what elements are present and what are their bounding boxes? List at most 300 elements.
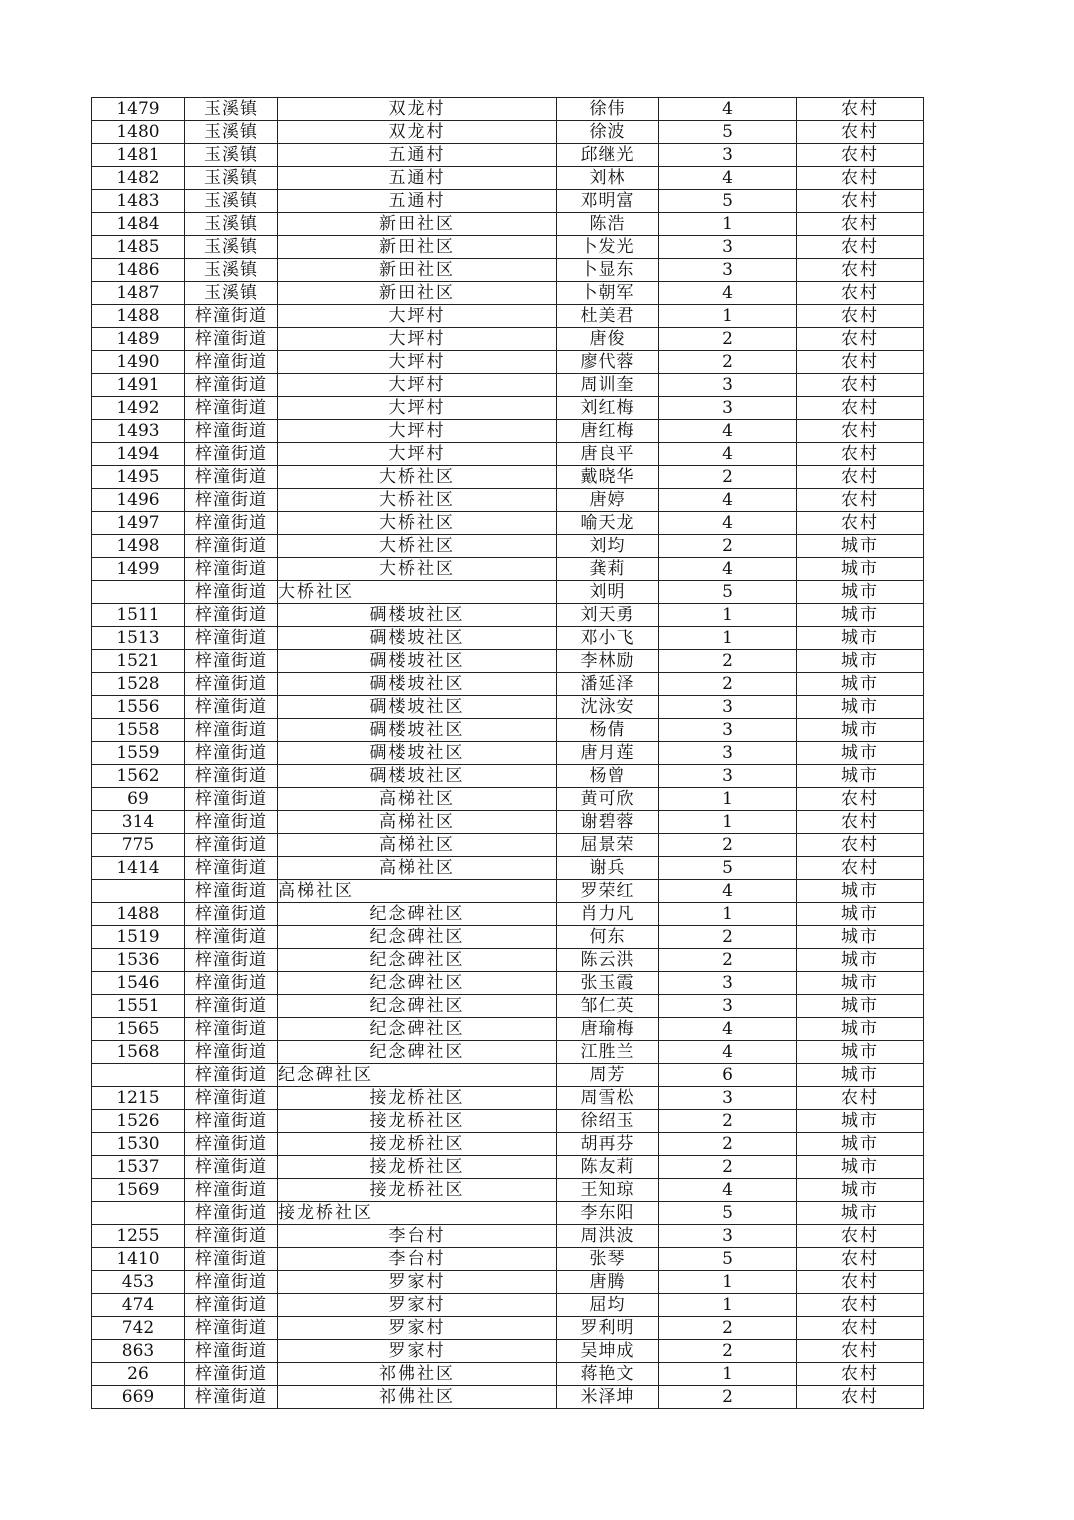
community-cell: 碉楼坡社区 [278, 696, 557, 719]
area-type-cell: 城市 [797, 1064, 924, 1087]
community-cell: 接龙桥社区 [278, 1179, 557, 1202]
town-cell: 梓潼街道 [185, 811, 278, 834]
town-cell: 梓潼街道 [185, 673, 278, 696]
area-type-cell: 农村 [797, 236, 924, 259]
community-cell: 李台村 [278, 1225, 557, 1248]
person-name-cell: 周洪波 [557, 1225, 659, 1248]
row-number-cell: 863 [92, 1340, 185, 1363]
row-number-cell: 314 [92, 811, 185, 834]
town-cell: 梓潼街道 [185, 1156, 278, 1179]
person-name-cell: 杜美君 [557, 305, 659, 328]
row-number-cell: 1526 [92, 1110, 185, 1133]
row-number-cell: 1559 [92, 742, 185, 765]
household-count-cell: 5 [659, 1202, 797, 1225]
row-number-cell: 1414 [92, 857, 185, 880]
town-cell: 玉溪镇 [185, 213, 278, 236]
area-type-cell: 农村 [797, 857, 924, 880]
community-cell: 大坪村 [278, 351, 557, 374]
community-cell: 双龙村 [278, 121, 557, 144]
household-count-cell: 4 [659, 880, 797, 903]
row-number-cell: 669 [92, 1386, 185, 1409]
community-cell: 高梯社区 [278, 788, 557, 811]
area-type-cell: 城市 [797, 719, 924, 742]
table-row [92, 1271, 924, 1294]
area-type-cell: 农村 [797, 1386, 924, 1409]
household-count-cell: 2 [659, 1340, 797, 1363]
table-row [92, 949, 924, 972]
area-type-cell: 城市 [797, 1110, 924, 1133]
row-number-cell: 1536 [92, 949, 185, 972]
household-count-cell: 2 [659, 926, 797, 949]
community-cell: 大桥社区 [278, 512, 557, 535]
town-cell: 梓潼街道 [185, 719, 278, 742]
person-name-cell: 蒋艳文 [557, 1363, 659, 1386]
person-name-cell: 刘天勇 [557, 604, 659, 627]
town-cell: 梓潼街道 [185, 1064, 278, 1087]
person-name-cell: 谢兵 [557, 857, 659, 880]
community-cell: 大坪村 [278, 420, 557, 443]
person-name-cell: 刘林 [557, 167, 659, 190]
table-body [92, 98, 924, 1409]
town-cell: 梓潼街道 [185, 995, 278, 1018]
area-type-cell: 农村 [797, 98, 924, 121]
community-cell: 纪念碑社区 [278, 1018, 557, 1041]
area-type-cell: 城市 [797, 903, 924, 926]
table-row [92, 811, 924, 834]
row-number-cell: 1568 [92, 1041, 185, 1064]
household-count-cell: 1 [659, 903, 797, 926]
table-row [92, 1179, 924, 1202]
row-number-cell: 1481 [92, 144, 185, 167]
person-name-cell: 周训奎 [557, 374, 659, 397]
table-row [92, 558, 924, 581]
town-cell: 玉溪镇 [185, 167, 278, 190]
household-count-cell: 1 [659, 1363, 797, 1386]
community-cell: 高梯社区 [278, 834, 557, 857]
row-number-cell: 1215 [92, 1087, 185, 1110]
person-name-cell: 杨倩 [557, 719, 659, 742]
town-cell: 梓潼街道 [185, 420, 278, 443]
area-type-cell: 城市 [797, 535, 924, 558]
household-count-cell: 4 [659, 558, 797, 581]
household-count-cell: 4 [659, 282, 797, 305]
person-name-cell: 李东阳 [557, 1202, 659, 1225]
table-row [92, 696, 924, 719]
row-number-cell: 1483 [92, 190, 185, 213]
table-row [92, 1041, 924, 1064]
household-count-cell: 2 [659, 351, 797, 374]
household-count-cell: 5 [659, 190, 797, 213]
area-type-cell: 农村 [797, 190, 924, 213]
table-row [92, 535, 924, 558]
community-cell: 接龙桥社区 [278, 1110, 557, 1133]
person-name-cell: 刘均 [557, 535, 659, 558]
area-type-cell: 农村 [797, 1087, 924, 1110]
table-row [92, 673, 924, 696]
area-type-cell: 农村 [797, 351, 924, 374]
row-number-cell: 1498 [92, 535, 185, 558]
area-type-cell: 城市 [797, 926, 924, 949]
person-name-cell: 邓小飞 [557, 627, 659, 650]
town-cell: 玉溪镇 [185, 144, 278, 167]
area-type-cell: 农村 [797, 1340, 924, 1363]
household-count-cell: 5 [659, 121, 797, 144]
town-cell: 梓潼街道 [185, 949, 278, 972]
table-row [92, 351, 924, 374]
area-type-cell: 农村 [797, 1317, 924, 1340]
area-type-cell: 城市 [797, 880, 924, 903]
person-name-cell: 罗利明 [557, 1317, 659, 1340]
area-type-cell: 农村 [797, 121, 924, 144]
person-name-cell: 唐俊 [557, 328, 659, 351]
row-number-cell: 1488 [92, 903, 185, 926]
household-count-cell: 2 [659, 834, 797, 857]
town-cell: 梓潼街道 [185, 1225, 278, 1248]
person-name-cell: 卜朝军 [557, 282, 659, 305]
area-type-cell: 农村 [797, 328, 924, 351]
area-type-cell: 农村 [797, 1248, 924, 1271]
row-number-cell: 1546 [92, 972, 185, 995]
row-number-cell: 1255 [92, 1225, 185, 1248]
area-type-cell: 农村 [797, 213, 924, 236]
household-count-cell: 1 [659, 1271, 797, 1294]
town-cell: 梓潼街道 [185, 1340, 278, 1363]
row-number-cell: 453 [92, 1271, 185, 1294]
table-row [92, 121, 924, 144]
household-count-cell: 2 [659, 1156, 797, 1179]
person-name-cell: 陈云洪 [557, 949, 659, 972]
area-type-cell: 城市 [797, 765, 924, 788]
community-cell: 接龙桥社区 [278, 1133, 557, 1156]
row-number-cell: 474 [92, 1294, 185, 1317]
town-cell: 梓潼街道 [185, 1317, 278, 1340]
person-name-cell: 黄可欣 [557, 788, 659, 811]
person-name-cell: 江胜兰 [557, 1041, 659, 1064]
person-name-cell: 何东 [557, 926, 659, 949]
household-count-cell: 5 [659, 857, 797, 880]
area-type-cell: 城市 [797, 558, 924, 581]
row-number-cell: 1511 [92, 604, 185, 627]
table-row [92, 1087, 924, 1110]
table-row [92, 1018, 924, 1041]
community-cell: 大桥社区 [278, 535, 557, 558]
person-name-cell: 肖力凡 [557, 903, 659, 926]
community-cell: 新田社区 [278, 282, 557, 305]
person-name-cell: 刘红梅 [557, 397, 659, 420]
community-cell: 新田社区 [278, 236, 557, 259]
area-type-cell: 城市 [797, 742, 924, 765]
town-cell: 梓潼街道 [185, 1271, 278, 1294]
household-count-cell: 2 [659, 1317, 797, 1340]
table-row [92, 788, 924, 811]
person-name-cell: 喻天龙 [557, 512, 659, 535]
town-cell: 玉溪镇 [185, 98, 278, 121]
area-type-cell: 城市 [797, 627, 924, 650]
town-cell: 梓潼街道 [185, 1202, 278, 1225]
table-row [92, 190, 924, 213]
town-cell: 梓潼街道 [185, 1041, 278, 1064]
town-cell: 梓潼街道 [185, 1133, 278, 1156]
row-number-cell: 1484 [92, 213, 185, 236]
community-cell: 碉楼坡社区 [278, 765, 557, 788]
row-number-cell: 1410 [92, 1248, 185, 1271]
household-count-cell: 2 [659, 328, 797, 351]
area-type-cell: 城市 [797, 581, 924, 604]
household-count-cell: 4 [659, 512, 797, 535]
area-type-cell: 农村 [797, 1363, 924, 1386]
household-count-cell: 2 [659, 1110, 797, 1133]
person-name-cell: 胡再芬 [557, 1133, 659, 1156]
household-count-cell: 3 [659, 765, 797, 788]
community-cell: 罗家村 [278, 1317, 557, 1340]
person-name-cell: 唐瑜梅 [557, 1018, 659, 1041]
town-cell: 梓潼街道 [185, 328, 278, 351]
person-name-cell: 吴坤成 [557, 1340, 659, 1363]
area-type-cell: 农村 [797, 259, 924, 282]
person-name-cell: 戴晓华 [557, 466, 659, 489]
row-number-cell: 1497 [92, 512, 185, 535]
table-row [92, 765, 924, 788]
area-type-cell: 城市 [797, 1179, 924, 1202]
table-row [92, 834, 924, 857]
area-type-cell: 城市 [797, 949, 924, 972]
person-name-cell: 卜显东 [557, 259, 659, 282]
town-cell: 梓潼街道 [185, 972, 278, 995]
town-cell: 玉溪镇 [185, 236, 278, 259]
person-name-cell: 罗荣红 [557, 880, 659, 903]
table-row [92, 397, 924, 420]
table-row [92, 1386, 924, 1409]
table-row [92, 1317, 924, 1340]
area-type-cell: 农村 [797, 1225, 924, 1248]
table-row [92, 98, 924, 121]
row-number-cell: 1519 [92, 926, 185, 949]
person-name-cell: 廖代蓉 [557, 351, 659, 374]
town-cell: 梓潼街道 [185, 903, 278, 926]
town-cell: 梓潼街道 [185, 397, 278, 420]
town-cell: 梓潼街道 [185, 1363, 278, 1386]
person-name-cell: 邓明富 [557, 190, 659, 213]
table-row [92, 466, 924, 489]
person-name-cell: 潘延泽 [557, 673, 659, 696]
community-cell: 碉楼坡社区 [278, 719, 557, 742]
row-number-cell: 1565 [92, 1018, 185, 1041]
area-type-cell: 农村 [797, 1294, 924, 1317]
town-cell: 梓潼街道 [185, 1087, 278, 1110]
person-name-cell: 李林励 [557, 650, 659, 673]
person-name-cell: 徐波 [557, 121, 659, 144]
area-type-cell: 城市 [797, 696, 924, 719]
person-name-cell: 陈浩 [557, 213, 659, 236]
area-type-cell: 城市 [797, 1202, 924, 1225]
town-cell: 梓潼街道 [185, 834, 278, 857]
person-name-cell: 徐绍玉 [557, 1110, 659, 1133]
town-cell: 梓潼街道 [185, 581, 278, 604]
household-count-cell: 2 [659, 673, 797, 696]
row-number-cell: 1495 [92, 466, 185, 489]
community-cell: 大桥社区 [278, 558, 557, 581]
household-count-cell: 5 [659, 581, 797, 604]
row-number-cell: 1486 [92, 259, 185, 282]
person-name-cell: 屈景荣 [557, 834, 659, 857]
table-row [92, 443, 924, 466]
person-name-cell: 唐良平 [557, 443, 659, 466]
community-cell: 罗家村 [278, 1294, 557, 1317]
community-cell: 纪念碑社区 [278, 949, 557, 972]
community-cell: 纪念碑社区 [278, 972, 557, 995]
area-type-cell: 城市 [797, 1018, 924, 1041]
area-type-cell: 城市 [797, 1041, 924, 1064]
community-cell: 碉楼坡社区 [278, 673, 557, 696]
household-count-cell: 4 [659, 489, 797, 512]
row-number-cell: 1569 [92, 1179, 185, 1202]
household-count-cell: 3 [659, 742, 797, 765]
household-count-cell: 1 [659, 811, 797, 834]
row-number-cell: 1562 [92, 765, 185, 788]
area-type-cell: 农村 [797, 167, 924, 190]
row-number-cell: 1487 [92, 282, 185, 305]
table-row [92, 305, 924, 328]
household-count-cell: 2 [659, 1386, 797, 1409]
row-number-cell [92, 581, 185, 604]
town-cell: 梓潼街道 [185, 1294, 278, 1317]
row-number-cell: 1488 [92, 305, 185, 328]
area-type-cell: 农村 [797, 420, 924, 443]
person-name-cell: 唐月莲 [557, 742, 659, 765]
area-type-cell: 城市 [797, 673, 924, 696]
household-count-cell: 4 [659, 98, 797, 121]
table-row [92, 259, 924, 282]
community-cell: 大桥社区 [278, 581, 557, 604]
data-table [91, 97, 924, 1409]
table-row [92, 880, 924, 903]
community-cell: 碉楼坡社区 [278, 604, 557, 627]
town-cell: 玉溪镇 [185, 121, 278, 144]
row-number-cell: 1480 [92, 121, 185, 144]
table-row [92, 581, 924, 604]
community-cell: 高梯社区 [278, 811, 557, 834]
household-count-cell: 4 [659, 167, 797, 190]
row-number-cell: 1496 [92, 489, 185, 512]
table-row [92, 374, 924, 397]
row-number-cell: 1521 [92, 650, 185, 673]
table-row [92, 1248, 924, 1271]
table-row [92, 1156, 924, 1179]
table-row [92, 144, 924, 167]
household-count-cell: 5 [659, 1248, 797, 1271]
table-row [92, 213, 924, 236]
community-cell: 大坪村 [278, 374, 557, 397]
community-cell: 碉楼坡社区 [278, 650, 557, 673]
row-number-cell: 775 [92, 834, 185, 857]
household-count-cell: 2 [659, 466, 797, 489]
community-cell: 祁佛社区 [278, 1363, 557, 1386]
household-count-cell: 3 [659, 144, 797, 167]
household-count-cell: 3 [659, 1087, 797, 1110]
town-cell: 玉溪镇 [185, 282, 278, 305]
household-count-cell: 3 [659, 1225, 797, 1248]
community-cell: 纪念碑社区 [278, 1041, 557, 1064]
person-name-cell: 王知琼 [557, 1179, 659, 1202]
town-cell: 梓潼街道 [185, 765, 278, 788]
town-cell: 梓潼街道 [185, 742, 278, 765]
row-number-cell: 1491 [92, 374, 185, 397]
row-number-cell: 742 [92, 1317, 185, 1340]
community-cell: 罗家村 [278, 1340, 557, 1363]
town-cell: 梓潼街道 [185, 351, 278, 374]
row-number-cell: 1530 [92, 1133, 185, 1156]
row-number-cell: 1528 [92, 673, 185, 696]
community-cell: 纪念碑社区 [278, 1064, 557, 1087]
row-number-cell: 1556 [92, 696, 185, 719]
person-name-cell: 屈均 [557, 1294, 659, 1317]
table-row [92, 512, 924, 535]
community-cell: 大坪村 [278, 328, 557, 351]
table-row [92, 1294, 924, 1317]
community-cell: 祁佛社区 [278, 1386, 557, 1409]
table-row [92, 903, 924, 926]
town-cell: 梓潼街道 [185, 696, 278, 719]
table-row [92, 1133, 924, 1156]
table-row [92, 328, 924, 351]
town-cell: 梓潼街道 [185, 788, 278, 811]
area-type-cell: 城市 [797, 604, 924, 627]
community-cell: 高梯社区 [278, 880, 557, 903]
area-type-cell: 农村 [797, 305, 924, 328]
person-name-cell: 唐婷 [557, 489, 659, 512]
community-cell: 五通村 [278, 144, 557, 167]
community-cell: 大坪村 [278, 397, 557, 420]
town-cell: 梓潼街道 [185, 512, 278, 535]
town-cell: 梓潼街道 [185, 604, 278, 627]
table-row [92, 282, 924, 305]
area-type-cell: 城市 [797, 995, 924, 1018]
person-name-cell: 龚莉 [557, 558, 659, 581]
person-name-cell: 唐腾 [557, 1271, 659, 1294]
person-name-cell: 米泽坤 [557, 1386, 659, 1409]
area-type-cell: 农村 [797, 282, 924, 305]
town-cell: 梓潼街道 [185, 1018, 278, 1041]
row-number-cell: 1479 [92, 98, 185, 121]
person-name-cell: 邱继光 [557, 144, 659, 167]
household-count-cell: 3 [659, 696, 797, 719]
household-count-cell: 1 [659, 305, 797, 328]
row-number-cell [92, 1202, 185, 1225]
household-count-cell: 1 [659, 213, 797, 236]
table-row [92, 742, 924, 765]
person-name-cell: 徐伟 [557, 98, 659, 121]
row-number-cell: 1482 [92, 167, 185, 190]
community-cell: 新田社区 [278, 213, 557, 236]
row-number-cell: 1513 [92, 627, 185, 650]
row-number-cell: 1489 [92, 328, 185, 351]
row-number-cell: 1490 [92, 351, 185, 374]
table-row [92, 1340, 924, 1363]
person-name-cell: 张琴 [557, 1248, 659, 1271]
town-cell: 梓潼街道 [185, 1386, 278, 1409]
person-name-cell: 卜发光 [557, 236, 659, 259]
table-row [92, 1225, 924, 1248]
household-count-cell: 1 [659, 627, 797, 650]
table-row [92, 1064, 924, 1087]
table-row [92, 1110, 924, 1133]
table-row [92, 650, 924, 673]
town-cell: 梓潼街道 [185, 305, 278, 328]
town-cell: 玉溪镇 [185, 259, 278, 282]
community-cell: 碉楼坡社区 [278, 742, 557, 765]
town-cell: 梓潼街道 [185, 627, 278, 650]
table-row [92, 604, 924, 627]
